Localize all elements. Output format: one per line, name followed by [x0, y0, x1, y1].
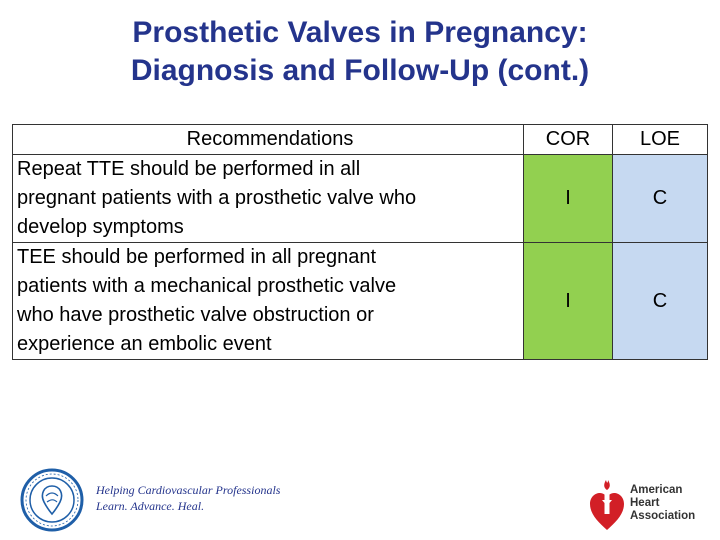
loe-value: C: [613, 243, 708, 360]
loe-value: C: [613, 155, 708, 243]
acc-footer: [20, 468, 320, 532]
recommendations-table: [12, 124, 708, 360]
acc-tagline: [96, 482, 316, 514]
header-recommendations: Recommendations: [13, 125, 524, 155]
slide-title-line2: Diagnosis and Follow-Up (cont.): [130, 54, 590, 87]
recommendation-line: patients with a mechanical prosthetic valve: [17, 275, 397, 297]
aha-logo: [588, 476, 716, 536]
recommendation-line: experience an embolic event: [17, 333, 272, 355]
header-cor: COR: [524, 125, 613, 155]
cor-value: I: [524, 243, 613, 360]
header-loe: LOE: [613, 125, 708, 155]
table-header-row: [13, 125, 708, 155]
cor-value: I: [524, 155, 613, 243]
slide-title: [0, 14, 720, 90]
aha-line: Association: [630, 510, 696, 522]
aha-line: Heart: [630, 497, 660, 509]
table-row: [13, 155, 708, 243]
tagline-line1: Helping Cardiovascular Professionals: [96, 483, 281, 497]
acc-seal-icon: [20, 468, 84, 532]
table-row: [13, 243, 708, 360]
recommendation-text: [13, 155, 524, 243]
recommendation-line: develop symptoms: [17, 216, 184, 238]
recommendation-line: Repeat TTE should be performed in all: [17, 158, 361, 180]
aha-line: American: [630, 484, 683, 496]
slide-title-line1: Prosthetic Valves in Pregnancy:: [132, 16, 588, 49]
recommendation-line: who have prosthetic valve obstruction or: [17, 304, 374, 326]
recommendation-line: pregnant patients with a prosthetic valve who: [17, 187, 417, 209]
recommendation-line: TEE should be performed in all pregnant: [17, 246, 377, 268]
tagline-line2: Learn. Advance. Heal.: [96, 499, 205, 513]
aha-heart-torch-icon: [588, 478, 626, 532]
aha-wordmark: [630, 484, 695, 523]
recommendation-text: [13, 243, 524, 360]
